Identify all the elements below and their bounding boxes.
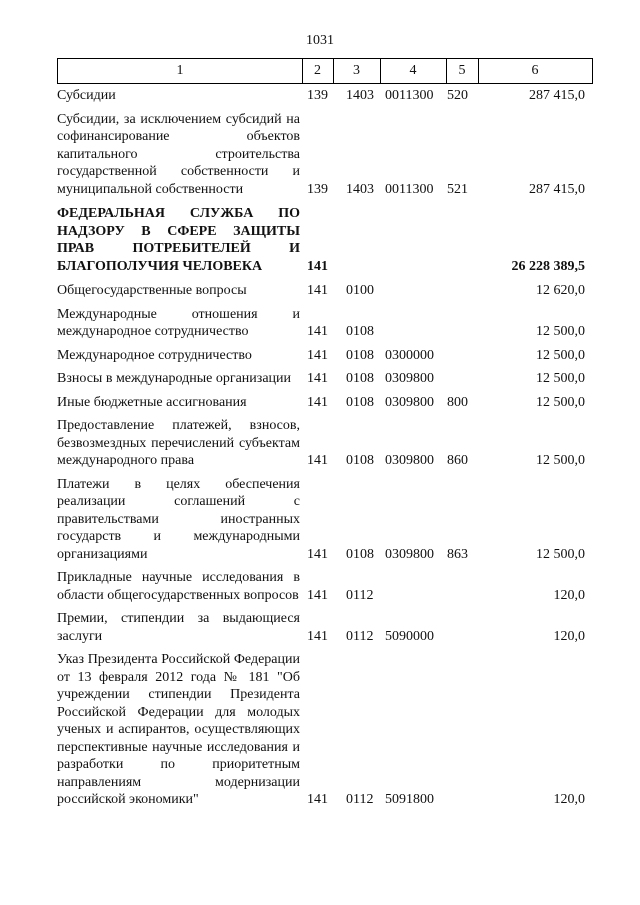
table-row xyxy=(57,648,593,809)
row-ministry-code: 141 xyxy=(307,394,328,410)
row-section-code: 0108 xyxy=(346,371,374,386)
row-section-code: 0108 xyxy=(346,347,374,363)
row-target-code: 0309800 xyxy=(385,394,434,410)
row-ministry-code: 141 xyxy=(307,792,328,807)
row-description: Иные бюджетные ассигнования xyxy=(57,394,247,410)
row-target-code: 0309800 xyxy=(385,546,434,562)
row-description: Общегосударственные вопросы xyxy=(57,283,247,298)
row-section-code: 0112 xyxy=(346,628,374,644)
row-description: Предоставление платежей, взносов, безвозмездных перечислений субъектам международного права xyxy=(57,418,300,468)
row-section-code: 0100 xyxy=(346,283,374,298)
row-amount: 287 415,0 xyxy=(529,88,585,103)
row-expense-type: 520 xyxy=(447,88,468,103)
row-ministry-code: 141 xyxy=(307,347,328,363)
table-row xyxy=(57,303,593,341)
row-amount: 120,0 xyxy=(553,628,585,644)
row-expense-type: 521 xyxy=(447,181,468,197)
row-amount: 12 500,0 xyxy=(536,394,585,410)
row-ministry-code: 141 xyxy=(307,587,328,603)
table-row xyxy=(57,84,593,105)
table-row xyxy=(57,391,593,412)
row-description: Международные отношения и международное сотрудничество xyxy=(57,306,300,339)
table-row xyxy=(57,279,593,300)
row-expense-type: 800 xyxy=(447,394,468,410)
row-ministry-code: 141 xyxy=(307,453,328,468)
table-row xyxy=(57,108,593,199)
row-section-code: 0108 xyxy=(346,324,374,339)
row-description: Субсидии, за исключением субсидий на софинансирование объектов капитального строительства государственной собственности и муниципальной собственности xyxy=(57,111,300,197)
row-ministry-code: 141 xyxy=(307,628,328,644)
row-description: Премии, стипендии за выдающиеся заслуги xyxy=(57,611,300,644)
row-target-code: 0011300 xyxy=(385,181,434,197)
row-amount: 12 500,0 xyxy=(536,324,585,339)
row-section-code: 1403 xyxy=(346,88,374,103)
table-row xyxy=(57,473,593,564)
table-row xyxy=(57,367,593,388)
header-col-3: 3 xyxy=(333,59,381,83)
row-ministry-code: 139 xyxy=(307,88,328,103)
header-col-1: 1 xyxy=(58,59,303,83)
row-amount: 12 500,0 xyxy=(536,371,585,386)
row-amount: 120,0 xyxy=(553,792,585,807)
row-target-code: 0300000 xyxy=(385,347,434,363)
budget-table-body xyxy=(57,84,593,809)
row-ministry-code: 141 xyxy=(307,258,328,274)
row-section-code: 0112 xyxy=(346,792,374,807)
row-description: ФЕДЕРАЛЬНАЯ СЛУЖБА ПО НАДЗОРУ В СФЕРЕ ЗАЩИТЫ ПРАВ ПОТРЕБИТЕЛЕЙ И БЛАГОПОЛУЧИЯ ЧЕЛОВЕКА xyxy=(57,206,300,274)
row-ministry-code: 141 xyxy=(307,371,328,386)
row-amount: 26 228 389,5 xyxy=(511,258,585,274)
row-target-code: 5091800 xyxy=(385,792,434,807)
row-expense-type: 860 xyxy=(447,453,468,468)
page-number: 1031 xyxy=(306,33,334,48)
row-section-code: 0108 xyxy=(346,453,374,468)
table-header xyxy=(57,58,593,84)
table-row xyxy=(57,566,593,604)
row-expense-type: 863 xyxy=(447,546,468,562)
table-row xyxy=(57,344,593,365)
row-amount: 12 500,0 xyxy=(536,347,585,363)
row-ministry-code: 141 xyxy=(307,283,328,298)
row-target-code: 0011300 xyxy=(385,88,434,103)
row-section-code: 0112 xyxy=(346,587,374,603)
row-target-code: 0309800 xyxy=(385,371,434,386)
row-description: Прикладные научные исследования в области общегосударственных вопросов xyxy=(57,570,300,603)
row-section-code: 0108 xyxy=(346,394,374,410)
header-col-2: 2 xyxy=(302,59,334,83)
table-row xyxy=(57,607,593,645)
row-amount: 12 620,0 xyxy=(536,283,585,298)
row-target-code: 5090000 xyxy=(385,628,434,644)
row-amount: 12 500,0 xyxy=(536,546,585,562)
header-col-6: 6 xyxy=(531,63,539,78)
row-ministry-code: 141 xyxy=(307,324,328,339)
row-description: Взносы в международные организации xyxy=(57,371,292,386)
row-target-code: 0309800 xyxy=(385,453,434,468)
table-row xyxy=(57,414,593,470)
row-description: Субсидии xyxy=(57,88,116,103)
row-section-code: 0108 xyxy=(346,546,374,562)
row-ministry-code: 141 xyxy=(307,546,328,562)
row-ministry-code: 139 xyxy=(307,181,328,197)
row-description: Указ Президента Российской Федерации от 13 февраля 2012 года № 181 "Об учреждении стипендии Президента Российской Федерации для молодых ученых и аспирантов, осуществляющих перспективные научные исследования и разработки по приоритетным направлениям модернизации российской экономики" xyxy=(57,652,300,807)
row-section-code: 1403 xyxy=(346,181,374,197)
header-col-5: 5 xyxy=(446,59,479,83)
row-description: Платежи в целях обеспечения реализации соглашений с правительствами иностранных государств и международными организациями xyxy=(57,476,300,562)
table-row xyxy=(57,202,593,275)
header-col-4: 4 xyxy=(380,59,447,83)
row-amount: 12 500,0 xyxy=(536,453,585,468)
row-amount: 287 415,0 xyxy=(529,181,585,197)
row-description: Международное сотрудничество xyxy=(57,347,252,363)
row-amount: 120,0 xyxy=(553,587,585,603)
